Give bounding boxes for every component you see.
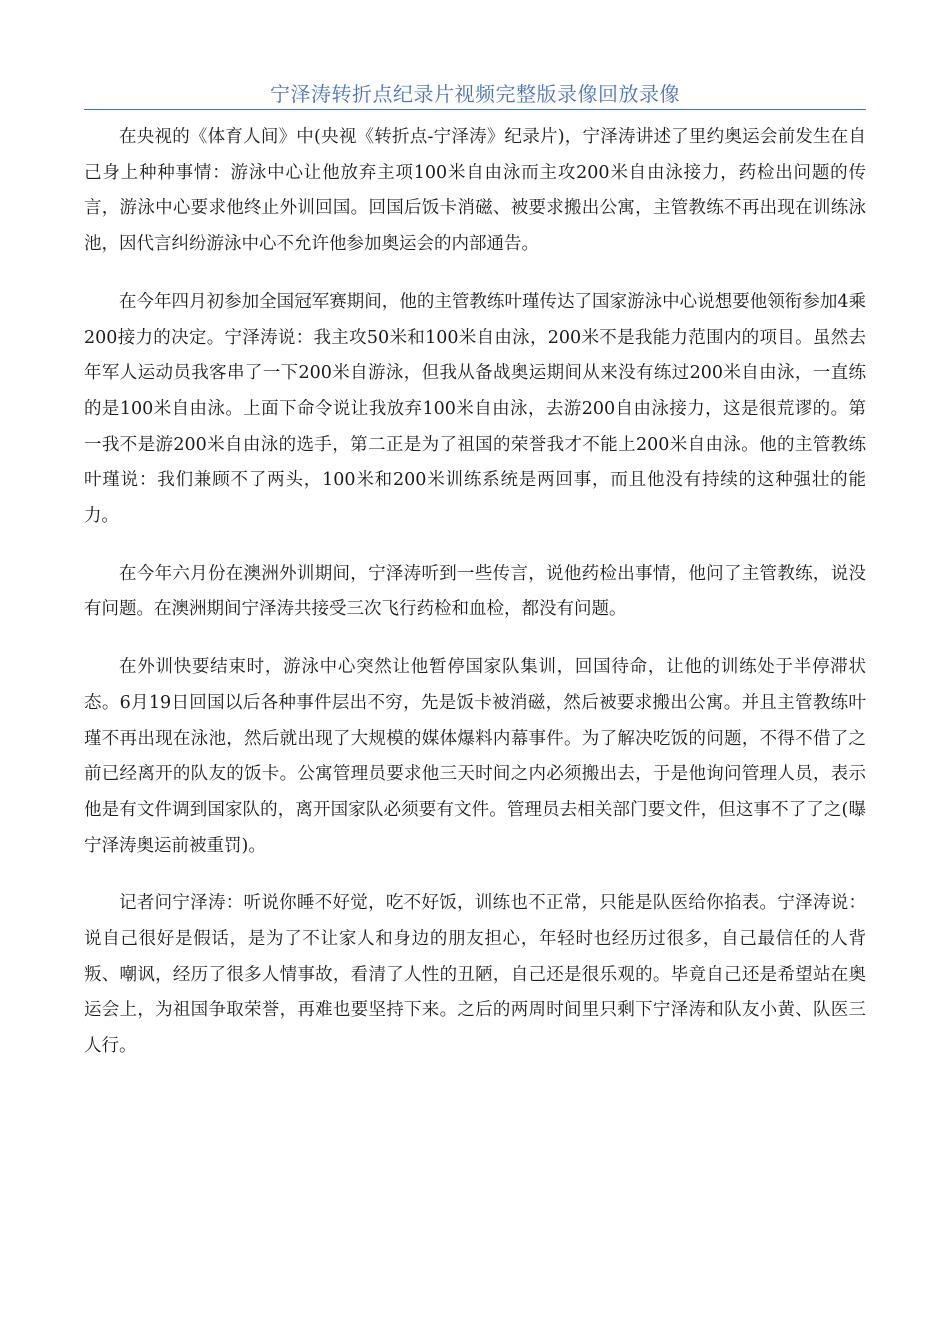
document-body [84,120,866,1087]
paragraph-1: 在央视的《体育人间》中(央视《转折点-宁泽涛》纪录片)，宁泽涛讲述了里约奥运会前发生在自己身上种种事情：游泳中心让他放弃主项100米自由泳而主攻200米自由泳接力，药检出问题的传言，游泳中心要求他终止外训回国。回国后饭卡消磁、被要求搬出公寓，主管教练不再出现在训练泳池，因代言纠纷游泳中心不允许他参加奥运会的内部通告。 [84,127,866,255]
paragraph-4: 在外训快要结束时，游泳中心突然让他暂停国家队集训，回国待命，让他的训练处于半停滞状态。6月19日回国以后各种事件层出不穷，先是饭卡被消磁，然后被要求搬出公寓。并且主管教练叶瑾不再出现在泳池，然后就出现了大规模的媒体爆料内幕事件。为了解决吃饭的问题，不得不借了之前已经离开的队友的饭卡。公寓管理员要求他三天时间之内必须搬出去，于是他询问管理人员，表示他是有文件调到国家队的，离开国家队必须要有文件。管理员去相关部门要文件，但这事不了了之(曝宁泽涛奥运前被重罚)。 [84,657,866,856]
paragraph-2: 在今年四月初参加全国冠军赛期间，他的主管教练叶瑾传达了国家游泳中心说想要他领衔参加4乘200接力的决定。宁泽涛说：我主攻50米和100米自由泳，200米不是我能力范围内的项目。虽然去年军人运动员我客串了一下200米自游泳，但我从备战奥运期间从来没有练过200米自由泳，一直练的是100米自由泳。上面下命令说让我放弃100米自由泳，去游200自由泳接力，这是很荒谬的。第一我不是游200米自由泳的选手，第二正是为了祖国的荣誉我才不能上200米自由泳。他的主管教练叶瑾说：我们兼顾不了两头，100米和200米训练系统是两回事，而且他没有持续的这种强壮的能力。 [84,291,866,527]
paragraph-3: 在今年六月份在澳洲外训期间，宁泽涛听到一些传言，说他药检出事情，他问了主管教练，说没有问题。在澳洲期间宁泽涛共接受三次飞行药检和血检，都没有问题。 [84,563,866,620]
document-title: 宁泽涛转折点纪录片视频完整版录像回放录像 [270,82,680,106]
paragraph-5: 记者问宁泽涛：听说你睡不好觉，吃不好饭，训练也不正常，只能是队医给你掐表。宁泽涛说：说自己很好是假话，是为了不让家人和身边的朋友担心，年轻时也经历过很多，自己最信任的人背叛、嘲讽，经历了很多人情事故，看清了人性的丑陋，自己还是很乐观的。毕竟自己还是希望站在奥运会上，为祖国争取荣誉，再难也要坚持下来。之后的两周时间里只剩下宁泽涛和队友小黄、队医三人行。 [84,893,866,1057]
title-underline [84,109,866,110]
